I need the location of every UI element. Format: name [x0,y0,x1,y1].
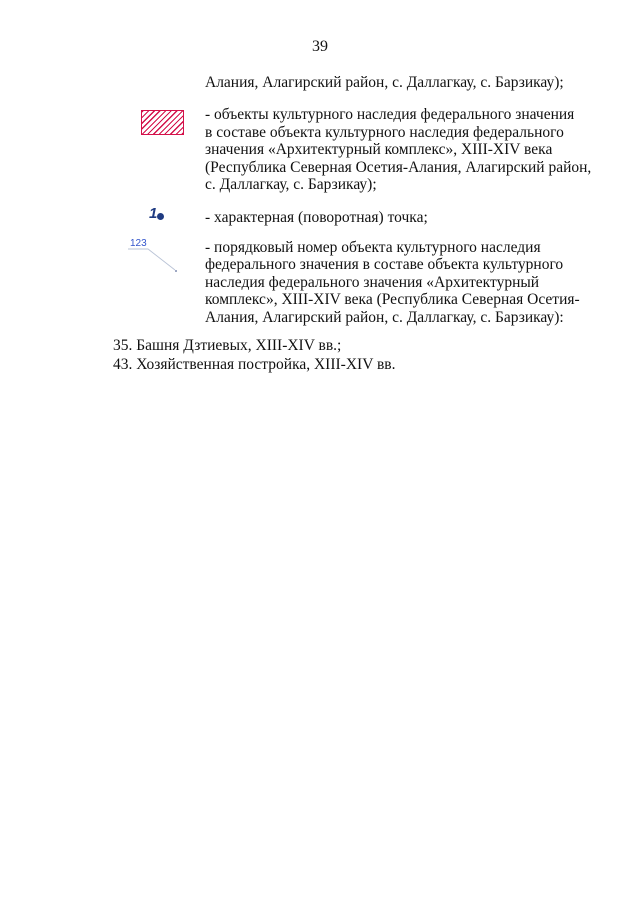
legend-heritage-line: в составе объекта культурного наследия федерального [205,124,564,141]
number-leader-label: 123 [130,238,147,249]
list-item: 35. Башня Дзтиевых, XIII-XIV вв.; [113,337,342,354]
continuation-line: Алания, Алагирский район, с. Даллагкау, с. Барзикау); [205,74,564,91]
hatched-area-icon [141,110,184,135]
list-item: 43. Хозяйственная постройка, XIII-XIV вв. [113,356,396,373]
legend-number-line: Алания, Алагирский район, с. Даллагкау, с. Барзикау): [205,309,564,326]
number-leader-icon [122,236,182,276]
legend-heritage-line: с. Даллагкау, с. Барзикау); [205,176,377,193]
point-marker-label: 1 [149,205,158,222]
legend-number-line: наследия федерального значения «Архитектурный [205,274,540,291]
legend-heritage-line: - объекты культурного наследия федерального значения [205,106,575,123]
point-dot [157,213,164,220]
legend-number-line: комплекс», XIII-XIV века (Республика Северная Осетия- [205,291,580,308]
legend-heritage-line: (Республика Северная Осетия-Алания, Алагирский район, [205,159,592,176]
legend-number-line: - порядковый номер объекта культурного наследия [205,239,541,256]
page-number: 39 [312,38,328,55]
legend-number-line: федерального значения в составе объекта культурного [205,256,564,273]
legend-heritage-line: значения «Архитектурный комплекс», XIII-XIV века [205,141,553,158]
point-marker-icon [149,205,179,225]
legend-point-line: - характерная (поворотная) точка; [205,209,428,226]
